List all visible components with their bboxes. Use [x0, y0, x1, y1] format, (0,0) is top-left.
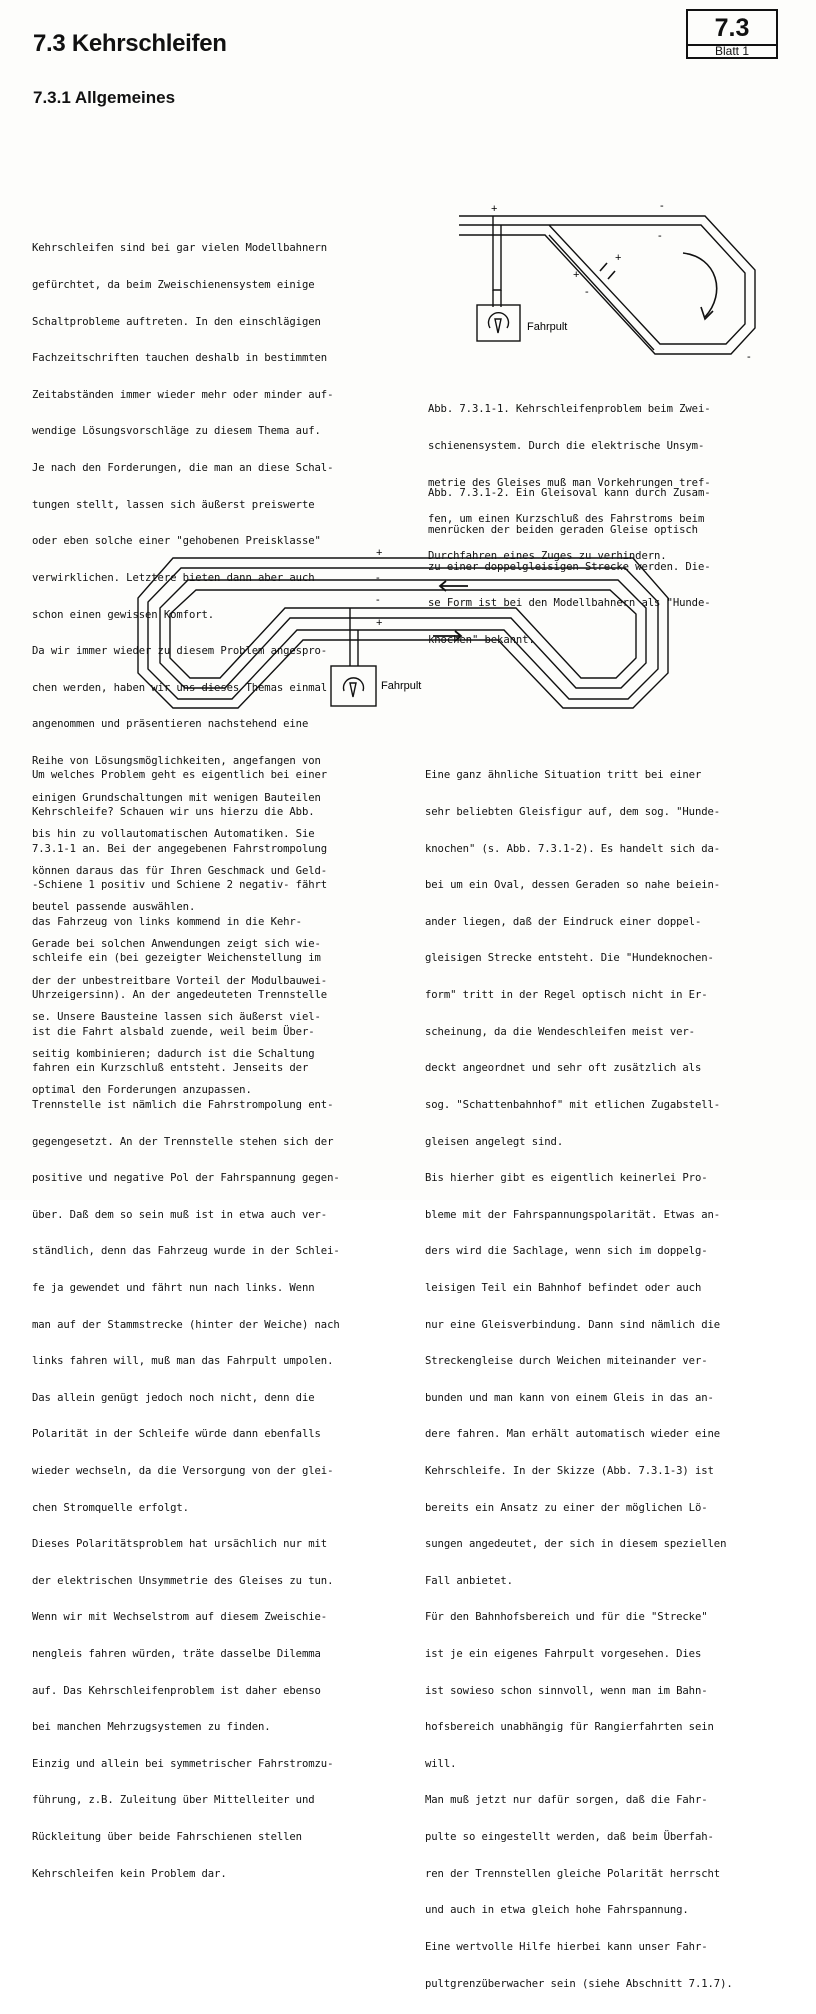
text-line: sog. "Schattenbahnhof" mit etlichen Zugabstell-: [425, 1098, 721, 1111]
caption-line: knochen" bekannt.: [428, 633, 535, 646]
text-line: Einzig und allein bei symmetrischer Fahrstromzu-: [32, 1757, 334, 1770]
controller-knob-icon: [344, 678, 364, 691]
text-line: ander liegen, daß der Eindruck einer doppel-: [425, 915, 702, 928]
text-line: Je nach den Forderungen, die man an diese Schal-: [32, 462, 334, 475]
polarity-plus: +: [376, 548, 383, 559]
text-line: Rückleitung über beide Fahrschienen stellen: [32, 1831, 302, 1844]
text-line: optimal den Forderungen anzupassen.: [32, 1084, 252, 1097]
polarity-minus: -: [585, 286, 589, 298]
text-line: will.: [425, 1757, 457, 1770]
text-line: das Fahrzeug von links kommend in die Kehr-: [32, 915, 302, 928]
text-line: Wenn wir mit Wechselstrom auf diesem Zweischie-: [32, 1611, 328, 1624]
polarity-minus: -: [376, 572, 380, 584]
text-line: ders wird die Sachlage, wenn sich im doppelg-: [425, 1245, 708, 1258]
text-line: pultgrenzüberwacher sein (siehe Abschnitt 7.1.7).: [425, 1977, 733, 1990]
text-line: angenommen und präsentieren nachstehend eine: [32, 718, 309, 731]
text-line: knochen" (s. Abb. 7.3.1-2). Es handelt sich da-: [425, 842, 721, 855]
text-line: Da wir immer wieder zu diesem Problem angespro-: [32, 645, 328, 658]
text-line: Kehrschleifen kein Problem dar.: [32, 1867, 227, 1880]
text-line: sehr beliebten Gleisfigur auf, dem sog. "Hunde-: [425, 806, 721, 819]
polarity-minus: -: [660, 200, 664, 212]
text-line: und auch in etwa gleich hohe Fahrspannung.: [425, 1904, 689, 1917]
text-line: wieder wechseln, da die Versorgung von der glei-: [32, 1464, 334, 1477]
text-line: Gerade bei solchen Anwendungen zeigt sich wie-: [32, 937, 321, 950]
text-line: können daraus das für Ihren Geschmack und Geld-: [32, 864, 328, 877]
text-line: links fahren will, muß man das Fahrpult umpolen.: [32, 1355, 334, 1368]
text-line: fe ja gewendet und fährt nun nach links. Wenn: [32, 1281, 315, 1294]
text-line: gefürchtet, da beim Zweischienensystem einige: [32, 279, 315, 292]
text-line: der elektrischen Unsymmetrie des Gleises zu tun.: [32, 1574, 334, 1587]
polarity-plus: +: [491, 203, 498, 215]
text-line: gleisen angelegt sind.: [425, 1135, 564, 1148]
dogbone-diagram: [128, 548, 678, 716]
text-line: schleife ein (bei gezeigter Weichenstellung im: [32, 952, 321, 965]
text-line: Kehrschleifen sind bei gar vielen Modellbahnern: [32, 242, 328, 255]
text-line: hofsbereich unabhängig für Rangierfahrten sein: [425, 1721, 714, 1734]
text-line: oder eben solche einer "gehobenen Preisklasse": [32, 535, 321, 548]
badge-number: 7.3: [688, 13, 776, 46]
text-line: schon einen gewissen Komfort.: [32, 608, 215, 621]
text-line: Fachzeitschriften tauchen deshalb in bestimmten: [32, 352, 328, 365]
polarity-plus: +: [376, 617, 383, 629]
text-line: einigen Grundschaltungen mit wenigen Bauteilen: [32, 791, 321, 804]
text-line: Fall anbietet.: [425, 1574, 513, 1587]
controller-label: Fahrpult: [381, 680, 422, 692]
text-line: Bis hierher gibt es eigentlich keinerlei Pro-: [425, 1172, 708, 1185]
polarity-plus: +: [615, 252, 622, 264]
caption-line: se Form ist bei den Modellbahnern als "Hunde-: [428, 597, 711, 610]
text-line: Schaltprobleme auftreten. In den einschlägigen: [32, 315, 321, 328]
text-line: auf. Das Kehrschleifenproblem ist daher ebenso: [32, 1684, 321, 1697]
text-line: Kehrschleife? Schauen wir uns hierzu die Abb.: [32, 806, 315, 819]
text-line: sungen angedeutet, der sich in diesem speziellen: [425, 1538, 727, 1551]
controller-knob-icon: [489, 313, 509, 328]
subsection-title: 7.3.1 Allgemeines: [33, 88, 176, 107]
text-line: bereits ein Ansatz zu einer der möglichen Lö-: [425, 1501, 708, 1514]
text-line: tungen stellt, lassen sich äußerst preiswerte: [32, 498, 315, 511]
text-line: Polarität in der Schleife würde dann ebenfalls: [32, 1428, 321, 1441]
text-line: Trennstelle ist nämlich die Fahrstrompolung ent-: [32, 1098, 334, 1111]
text-line: Zeitabständen immer wieder mehr oder minder auf-: [32, 388, 334, 401]
text-line: Das allein genügt jedoch noch nicht, denn die: [32, 1391, 315, 1404]
text-line: Kehrschleife. In der Skizze (Abb. 7.3.1-3) ist: [425, 1464, 714, 1477]
text-line: Streckengleise durch Weichen miteinander ver-: [425, 1355, 708, 1368]
controller-label: Fahrpult: [527, 321, 568, 333]
polarity-minus: -: [376, 594, 380, 606]
text-line: bei manchen Mehrzugsystemen zu finden.: [32, 1721, 271, 1734]
text-line: chen Stromquelle erfolgt.: [32, 1501, 189, 1514]
text-line: fahren ein Kurzschluß entsteht. Jenseits der: [32, 1062, 309, 1075]
text-line: bei um ein Oval, dessen Geraden so nahe beiein-: [425, 879, 721, 892]
direction-arrow: [683, 253, 717, 317]
text-line: bunden und man kann von einem Gleis in das an-: [425, 1391, 714, 1404]
text-line: der der unbestreitbare Vorteil der Modulbauwei-: [32, 974, 328, 987]
text-line: nengleis fahren würden, träte dasselbe Dilemma: [32, 1648, 321, 1661]
caption-line: menrücken der beiden geraden Gleise optisch: [428, 524, 698, 537]
text-line: Eine wertvolle Hilfe hierbei kann unser Fahr-: [425, 1940, 708, 1953]
caption-line: zu einer doppelgleisigen Strecke werden. Die-: [428, 560, 711, 573]
text-line: ist sowieso schon sinnvoll, wenn man im Bahn-: [425, 1684, 708, 1697]
text-line: bis hin zu vollautomatischen Automatiken. Sie: [32, 828, 315, 841]
text-line: bleme mit der Fahrspannungspolarität. Etwas an-: [425, 1208, 721, 1221]
text-line: Dieses Polaritätsproblem hat ursächlich nur mit: [32, 1538, 328, 1551]
text-line: leisigen Teil ein Bahnhof befindet oder auch: [425, 1281, 702, 1294]
text-line: form" tritt in der Regel optisch nicht in Er-: [425, 989, 708, 1002]
gap-marks: [600, 263, 615, 279]
caption-line: Abb. 7.3.1-1. Kehrschleifenproblem beim Zwei-: [428, 403, 711, 416]
loop-outer-rail: [459, 216, 755, 354]
loop-inner-rail: [459, 225, 745, 344]
text-line: ren der Trennstellen gleiche Polarität herrscht: [425, 1867, 721, 1880]
text-line: gegengesetzt. An der Trennstelle stehen sich der: [32, 1135, 334, 1148]
body-column-left: [32, 745, 340, 1904]
text-line: man auf der Stammstrecke (hinter der Weiche) nach: [32, 1318, 340, 1331]
text-line: pulte so eingestellt werden, daß beim Überfah-: [425, 1831, 714, 1844]
section-badge: [686, 9, 778, 59]
section-title: 7.3 Kehrschleifen: [33, 30, 227, 57]
text-line: Um welches Problem geht es eigentlich bei einer: [32, 769, 328, 782]
track-inner-rail: [160, 580, 646, 688]
text-line: nur eine Gleisverbindung. Dann sind nämlich die: [425, 1318, 721, 1331]
text-line: wendige Lösungsvorschläge zu diesem Thema auf.: [32, 425, 321, 438]
body-column-right: [425, 745, 733, 2014]
reverse-loop-diagram: [455, 195, 795, 375]
text-line: führung, z.B. Zuleitung über Mittelleiter und: [32, 1794, 315, 1807]
controller-box: [477, 305, 520, 341]
polarity-plus: +: [573, 269, 580, 281]
caption-line: metrie des Gleises muß man Vorkehrungen tref-: [428, 476, 711, 489]
polarity-minus: -: [658, 230, 662, 242]
caption-line: Abb. 7.3.1-2. Ein Gleisoval kann durch Zusam-: [428, 487, 711, 500]
text-line: positive und negative Pol der Fahrspannung gegen-: [32, 1172, 340, 1185]
polarity-minus: -: [747, 351, 751, 363]
badge-sheet: Blatt 1: [714, 44, 750, 58]
text-line: Für den Bahnhofsbereich und für die "Strecke": [425, 1611, 708, 1624]
caption-line: fen, um einen Kurzschluß des Fahrstroms beim: [428, 513, 705, 526]
text-line: verwirklichen. Letztere bieten dann aber auch: [32, 571, 315, 584]
controller-box: [331, 666, 376, 706]
figure-dogbone: [128, 548, 678, 716]
caption-line: Durchfahren eines Zuges zu verhindern.: [428, 549, 667, 562]
feeder-wires: [350, 608, 358, 666]
text-line: 7.3.1-1 an. Bei der angegebenen Fahrstrompolung: [32, 842, 328, 855]
figure-reverse-loop: [455, 195, 795, 375]
text-line: ist je ein eigenes Fahrpult vorgesehen. Dies: [425, 1648, 702, 1661]
text-line: seitig kombinieren; dadurch ist die Schaltung: [32, 1047, 315, 1060]
text-line: gleisigen Strecke entsteht. Die "Hundeknochen-: [425, 952, 714, 965]
text-line: scheinung, da die Wendeschleifen meist ver-: [425, 1025, 695, 1038]
text-line: Eine ganz ähnliche Situation tritt bei einer: [425, 769, 702, 782]
text-line: deckt angeordnet und sehr oft zusätzlich als: [425, 1062, 702, 1075]
text-line: über. Daß dem so sein muß ist in etwa auch ver-: [32, 1208, 328, 1221]
text-line: Man muß jetzt nur dafür sorgen, daß die Fahr-: [425, 1794, 708, 1807]
caption-line: schienensystem. Durch die elektrische Unsym-: [428, 440, 705, 453]
feeder-wires: [493, 216, 501, 290]
text-line: ist die Fahrt alsbald zuende, weil beim Über-: [32, 1025, 315, 1038]
text-line: chen werden, haben wir uns dieses Themas einmal: [32, 681, 328, 694]
text-line: Reihe von Lösungsmöglichkeiten, angefangen von: [32, 754, 321, 767]
text-line: beutel passende auswählen.: [32, 901, 196, 914]
text-line: ständlich, denn das Fahrzeug wurde in der Schlei-: [32, 1245, 340, 1258]
text-line: -Schiene 1 positiv und Schiene 2 negativ- fährt: [32, 879, 328, 892]
text-line: dere fahren. Man erhält automatisch wieder eine: [425, 1428, 721, 1441]
text-line: Uhrzeigersinn). An der angedeuteten Trennstelle: [32, 989, 328, 1002]
text-line: se. Unsere Bausteine lassen sich äußerst viel-: [32, 1011, 321, 1024]
